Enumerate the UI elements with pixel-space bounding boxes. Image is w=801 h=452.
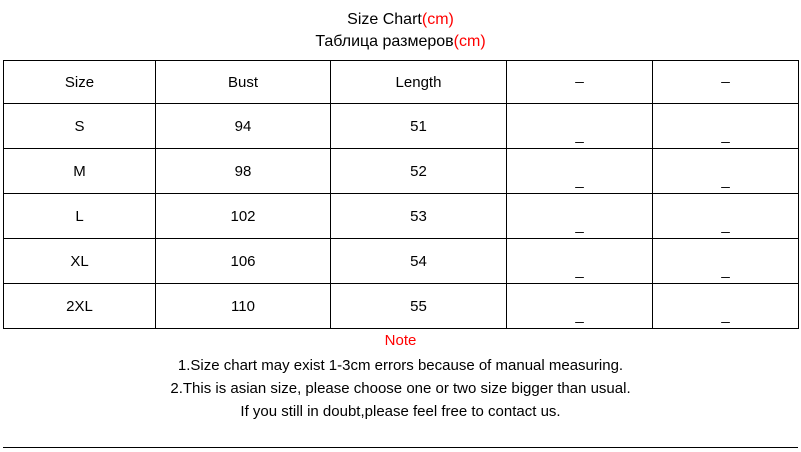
table-header-row [4, 61, 799, 104]
header-cell-length: Length [331, 61, 507, 104]
title-english-unit: (cm) [421, 11, 454, 28]
title-russian-unit: (cm) [453, 33, 486, 50]
title-line-russian [0, 31, 801, 53]
figure-bottom-rule [3, 447, 798, 448]
cell-length: 51 [331, 104, 507, 149]
table-row [4, 239, 799, 284]
cell-blank2 [653, 104, 799, 149]
cell-blank2 [653, 239, 799, 284]
chart-title [0, 0, 801, 53]
cell-size: XL [4, 239, 156, 284]
cell-size: S [4, 104, 156, 149]
blank1-dash: _ [575, 171, 584, 189]
table-row [4, 104, 799, 149]
blank2-dash: _ [721, 216, 730, 234]
title-english-text: Size Chart [347, 11, 422, 28]
cell-blank1 [507, 149, 653, 194]
cell-blank2 [653, 194, 799, 239]
cell-blank2 [653, 284, 799, 329]
header-cell-bust: Bust [156, 61, 331, 104]
cell-blank1 [507, 194, 653, 239]
cell-size: L [4, 194, 156, 239]
cell-bust: 94 [156, 104, 331, 149]
cell-bust: 106 [156, 239, 331, 284]
table-row [4, 284, 799, 329]
cell-size: 2XL [4, 284, 156, 329]
cell-length: 55 [331, 284, 507, 329]
blank2-dash: _ [721, 306, 730, 324]
header-blank2-dash: _ [721, 66, 730, 84]
blank2-dash: _ [721, 261, 730, 279]
note-heading: Note [384, 332, 417, 349]
note-section [3, 330, 798, 423]
note-line-1: 1.Size chart may exist 1-3cm errors because of manual measuring. [177, 357, 624, 374]
size-chart-table-wrap [3, 60, 798, 329]
cell-blank1 [507, 239, 653, 284]
cell-blank1 [507, 104, 653, 149]
cell-bust: 110 [156, 284, 331, 329]
cell-length: 54 [331, 239, 507, 284]
title-line-english [0, 9, 801, 31]
cell-bust: 102 [156, 194, 331, 239]
cell-blank1 [507, 284, 653, 329]
cell-size: M [4, 149, 156, 194]
cell-blank2 [653, 149, 799, 194]
header-blank1-dash: _ [575, 66, 584, 84]
header-cell-blank2 [653, 61, 799, 104]
blank1-dash: _ [575, 216, 584, 234]
cell-length: 52 [331, 149, 507, 194]
header-cell-size: Size [4, 61, 156, 104]
table-row [4, 194, 799, 239]
blank2-dash: _ [721, 126, 730, 144]
note-line-2: 2.This is asian size, please choose one or two size bigger than usual. [170, 380, 631, 397]
table-row [4, 149, 799, 194]
blank2-dash: _ [721, 171, 730, 189]
blank1-dash: _ [575, 126, 584, 144]
blank1-dash: _ [575, 261, 584, 279]
header-cell-blank1 [507, 61, 653, 104]
blank1-dash: _ [575, 306, 584, 324]
size-chart-table [3, 60, 799, 329]
cell-bust: 98 [156, 149, 331, 194]
title-russian-text: Таблица размеров [315, 33, 454, 50]
cell-length: 53 [331, 194, 507, 239]
note-line-3: If you still in doubt,please feel free to contact us. [240, 403, 561, 420]
